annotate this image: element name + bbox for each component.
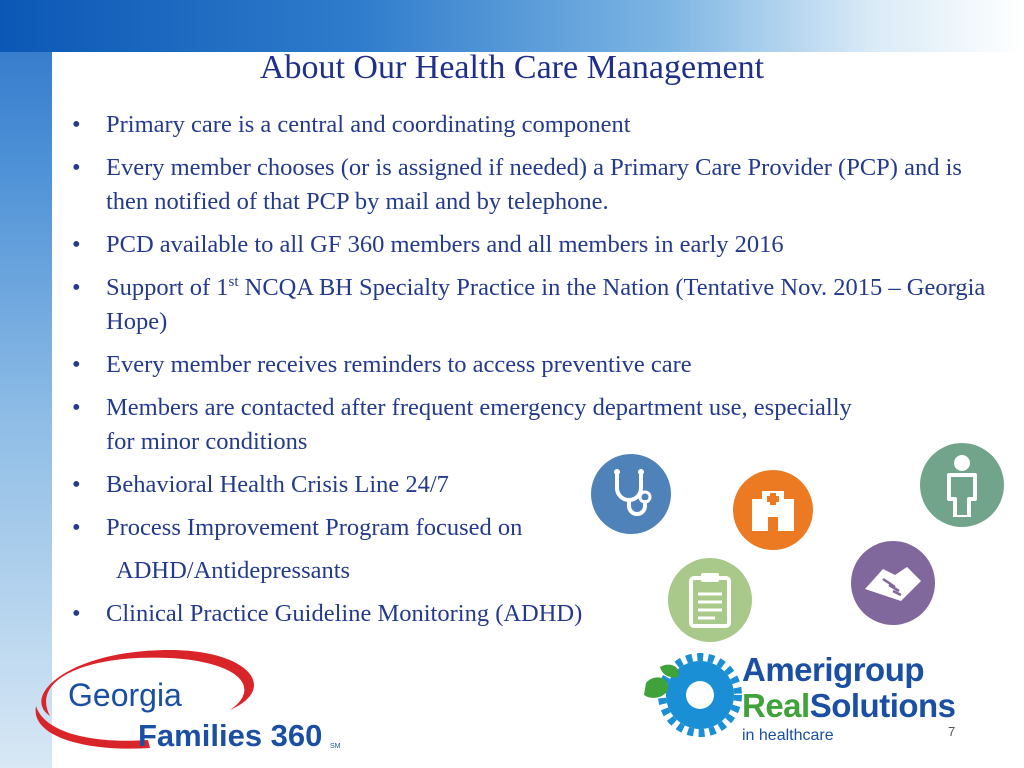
bullet-item <box>70 151 990 219</box>
clipboard-icon <box>668 558 752 642</box>
bullet-text: Every member receives reminders to access preventive care <box>106 351 692 378</box>
bullet-marker: • <box>72 111 81 138</box>
bullet-text: ADHD/Antidepressants <box>116 557 351 584</box>
bullet-text: PCD available to all GF 360 members and all members in early 2016 <box>106 231 784 258</box>
bullet-item <box>70 468 990 502</box>
bullet-text: Members are contacted after frequent emergency department use, especially for minor conditions <box>106 394 852 455</box>
families-wordmark: Families 360 <box>138 718 323 753</box>
stethoscope-icon <box>591 454 671 534</box>
bullet-list <box>70 108 990 640</box>
amerigroup-name: Amerigroup <box>742 651 925 688</box>
bullet-text: Every member chooses (or is assigned if needed) a Primary Care Provider (PCP) and is then notified of that PCP by mail and by telephone. <box>106 154 962 215</box>
bullet-item <box>70 348 990 382</box>
amerigroup-wordmark <box>742 652 1002 746</box>
amerigroup-tagline: in healthcare <box>742 727 834 744</box>
real-word: Real <box>742 687 810 724</box>
bullet-marker: • <box>72 154 81 181</box>
bullet-marker: • <box>72 514 81 541</box>
bullet-marker: • <box>72 600 81 627</box>
slide-title: About Our Health Care Management <box>259 49 765 86</box>
amerigroup-emblem <box>640 645 750 745</box>
handshake-icon <box>851 541 935 625</box>
bullet-text: Clinical Practice Guideline Monitoring (ADHD) <box>106 600 583 627</box>
person-icon <box>920 443 1004 527</box>
page-number: 7 <box>948 724 956 739</box>
bullet-text-after: NCQA BH Specialty Practice in the Nation (Tentative Nov. 2015 – Georgia Hope) <box>106 274 986 335</box>
bullet-marker: • <box>72 274 81 301</box>
bullet-item <box>70 511 990 545</box>
bullet-item <box>70 391 990 459</box>
bullet-item <box>70 228 990 262</box>
georgia-families-logo <box>30 648 360 758</box>
bullet-marker: • <box>72 231 81 258</box>
solutions-word: Solutions <box>809 687 956 724</box>
service-mark: SM <box>330 743 341 750</box>
bullet-item <box>70 108 990 142</box>
bullet-marker: • <box>72 394 81 421</box>
bullet-item <box>70 271 990 339</box>
bullet-text-before: Support of 1 <box>106 274 229 301</box>
bullet-superscript: st <box>228 273 239 290</box>
bullet-item <box>70 597 990 631</box>
hospital-icon <box>733 470 813 550</box>
bullet-marker: • <box>72 351 81 378</box>
georgia-wordmark: Georgia <box>68 677 182 713</box>
bullet-text: Primary care is a central and coordinating component <box>106 111 631 138</box>
bullet-text: Behavioral Health Crisis Line 24/7 <box>106 471 449 498</box>
bullet-text: Process Improvement Program focused on <box>106 514 523 541</box>
bullet-marker: • <box>72 471 81 498</box>
realsolutions-name <box>742 688 1002 724</box>
